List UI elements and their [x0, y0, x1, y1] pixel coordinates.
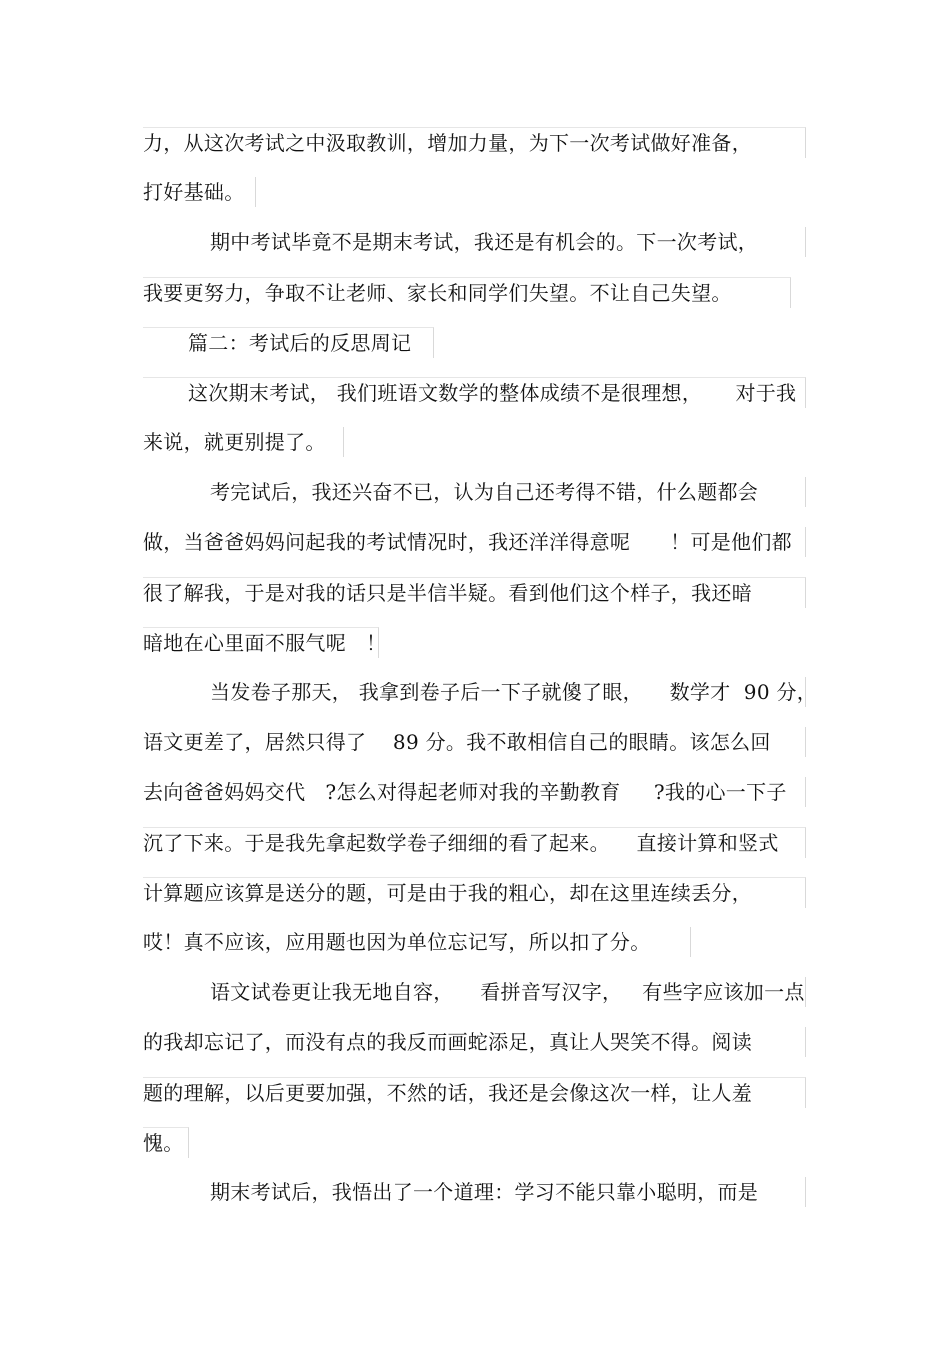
text-line: 的我却忘记了，而没有点的我反而画蛇添足，真让人哭笑不得。阅读: [143, 1027, 806, 1057]
text-line: 期末考试后，我悟出了一个道理：学习不能只靠小聪明，而是: [210, 1177, 806, 1207]
text-line: 语文试卷更让我无地自容， 看拼音写汉字， 有些字应该加一点: [210, 977, 806, 1007]
text-line: 语文更差了，居然只得了 89 分。我不敢相信自己的眼睛。该怎么回: [143, 727, 806, 757]
text-line: 计算题应该算是送分的题，可是由于我的粗心，却在这里连续丢分，: [143, 877, 806, 908]
text-line: 题的理解，以后更要加强，不然的话，我还是会像这次一样，让人羞: [143, 1077, 806, 1108]
text-line: 力，从这次考试之中汲取教训，增加力量，为下一次考试做好准备，: [143, 127, 806, 158]
text-line-content: 这次期末考试， 我们班语文数学的整体成绩不是很理想， 对于我: [188, 381, 797, 405]
text-line: 愧。: [143, 1127, 189, 1158]
section-heading: [143, 327, 434, 358]
text-line: 打好基础。: [143, 177, 256, 207]
text-line: 来说，就更别提了。: [143, 427, 344, 457]
text-line: 哎！真不应该，应用题也因为单位忘记写，所以扣了分。: [143, 927, 691, 957]
text-line: 去向爸爸妈妈交代 ?怎么对得起老师对我的辛勤教育 ?我的心一下子: [143, 777, 806, 807]
text-line: 做，当爸爸妈妈问起我的考试情况时，我还洋洋得意呢 ！可是他们都: [143, 527, 806, 557]
text-line: 沉了下来。于是我先拿起数学卷子细细的看了起来。 直接计算和竖式: [143, 827, 806, 858]
section-heading-text: 篇二：考试后的反思周记: [188, 331, 412, 355]
text-line: 很了解我，于是对我的话只是半信半疑。看到他们这个样子，我还暗: [143, 577, 806, 608]
text-line: 考完试后，我还兴奋不已，认为自己还考得不错，什么题都会: [210, 477, 806, 507]
text-line: 暗地在心里面不服气呢 ！: [143, 627, 379, 658]
text-line: 我要更努力，争取不让老师、家长和同学们失望。不让自己失望。: [143, 277, 791, 308]
text-line: [143, 377, 806, 408]
text-line: 期中考试毕竟不是期末考试，我还是有机会的。下一次考试，: [210, 227, 806, 257]
text-line: 当发卷子那天， 我拿到卷子后一下子就傻了眼， 数学才 90 分，: [210, 677, 806, 707]
